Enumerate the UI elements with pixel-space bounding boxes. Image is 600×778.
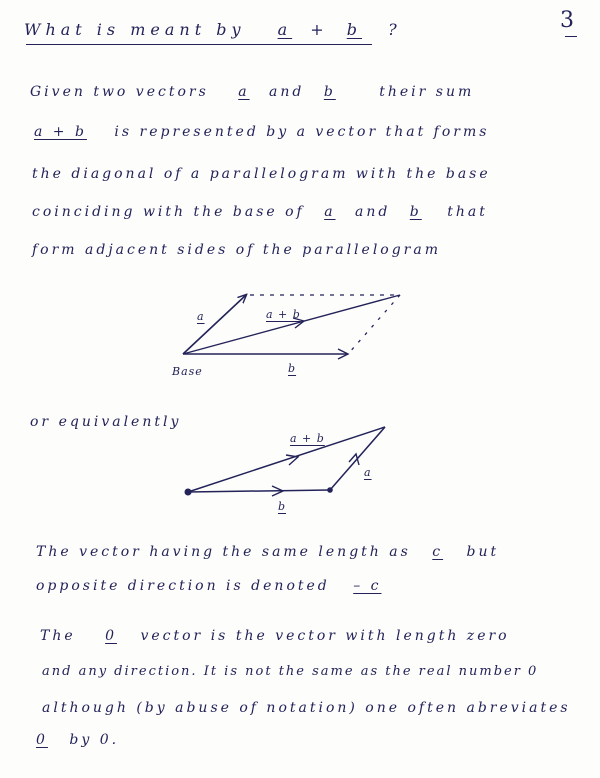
- negative-text: opposite direction is denoted: [36, 578, 330, 594]
- vector-b: b: [409, 204, 422, 220]
- negative-text: but: [466, 544, 500, 560]
- diagram1-label-a: a: [197, 310, 205, 323]
- vector-sum-midarrow: [286, 455, 298, 465]
- conjunction: and: [355, 204, 391, 220]
- definition-text: Given two vectors: [30, 84, 209, 100]
- equivalently-text: or equivalently: [30, 414, 182, 430]
- zero-line-4: [36, 732, 119, 748]
- diagram1-label-sum: a + b: [266, 308, 301, 321]
- definition-text: coinciding with the base of: [32, 204, 305, 220]
- vector-sum-arrow: [188, 427, 385, 492]
- zero-line-2: and any direction. It is not the same as the real number 0: [42, 664, 539, 679]
- definition-text: their sum: [379, 84, 475, 100]
- zero-text: The: [40, 628, 76, 644]
- diagram2-label-a: a: [364, 466, 372, 479]
- vector-b: b: [323, 84, 336, 100]
- title-a: a: [277, 20, 293, 39]
- negative-line-2: [36, 578, 382, 594]
- diagram2-label-sum: a + b: [290, 432, 325, 445]
- diagram2-label-b: b: [278, 500, 287, 513]
- zero-vector-symbol: 0: [105, 628, 118, 644]
- parallelogram-right-edge: [348, 295, 400, 354]
- negative-c: – c: [353, 578, 382, 594]
- definition-text: is represented by a vector that forms: [114, 124, 490, 140]
- start-point: [185, 489, 192, 496]
- conjunction: and: [269, 84, 305, 100]
- vector-a: a: [324, 204, 336, 220]
- zero-line-1: [40, 628, 510, 644]
- definition-text: that: [447, 204, 488, 220]
- vector-c: c: [432, 544, 444, 560]
- title-plus: +: [310, 20, 329, 39]
- zero-text: vector is the vector with length zero: [140, 628, 510, 644]
- definition-line-5: form adjacent sides of the parallelogram: [32, 242, 441, 258]
- vector-b-arrow: [188, 490, 330, 492]
- diagram1-label-base: Base: [172, 365, 203, 378]
- vector-a: a: [238, 84, 250, 100]
- vector-sum: a + b: [34, 124, 87, 140]
- zero-text: by 0.: [69, 732, 120, 748]
- triangle-diagram: [185, 427, 386, 496]
- page-number: 3: [560, 8, 574, 33]
- title-suffix: ?: [388, 20, 402, 39]
- diagram1-label-b: b: [288, 362, 297, 375]
- title-b: b: [346, 20, 362, 39]
- negative-text: The vector having the same length as: [36, 544, 411, 560]
- join-point: [327, 487, 333, 493]
- title-prefix: What is meant by: [24, 20, 246, 39]
- negative-line-1: [36, 544, 499, 560]
- zero-vector-symbol: 0: [36, 732, 48, 748]
- parallelogram-diagram: [183, 295, 400, 359]
- zero-line-3: although (by abuse of notation) one often abreviates: [42, 700, 571, 716]
- definition-line-3: the diagonal of a parallelogram with the base: [32, 166, 491, 182]
